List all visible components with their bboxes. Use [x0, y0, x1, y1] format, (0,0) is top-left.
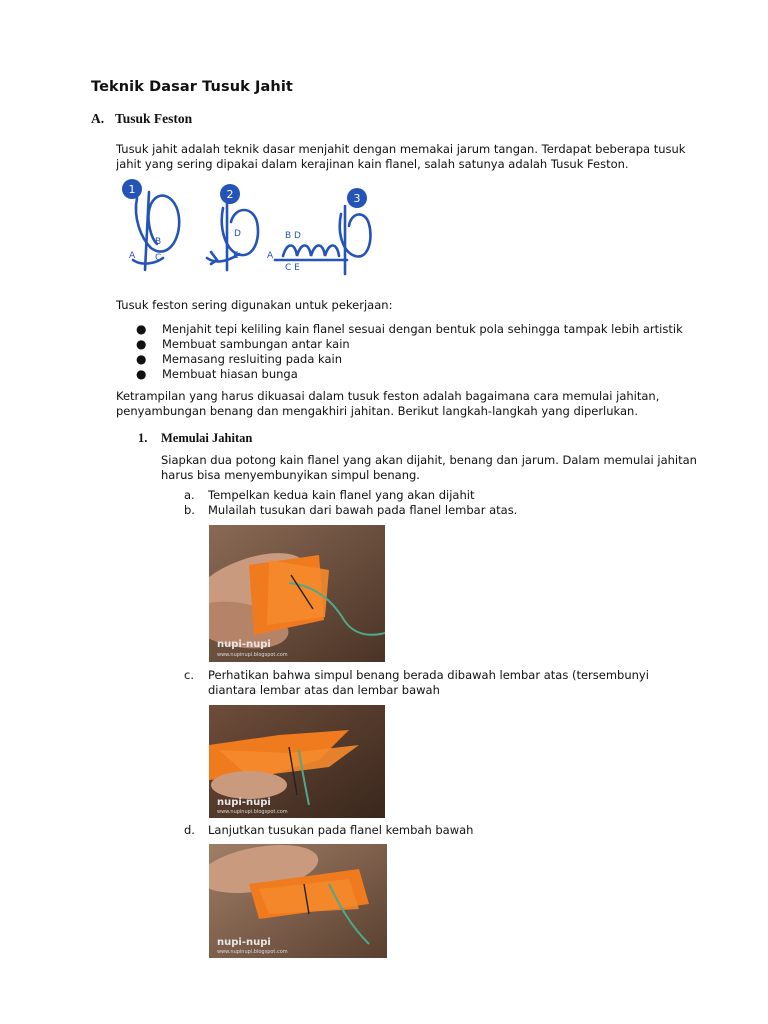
step-letter: a. [184, 488, 195, 502]
diagram-label-a3: A [267, 251, 274, 261]
diagram-label-d2: D [234, 229, 241, 239]
section-heading [91, 111, 192, 127]
step-item-c [184, 668, 649, 698]
subsection-heading [138, 431, 252, 446]
subsection-intro-line: Siapkan dua potong kain flanel yang akan dijahit, benang dan jarum. Dalam memulai jahitan [161, 453, 697, 467]
diagram-step-1 [122, 179, 142, 199]
intro-line: jahit yang sering dipakai dalam kerajinan kain flanel, salah satunya adalah Tusuk Feston. [116, 157, 629, 171]
photo-step-d [209, 844, 387, 958]
bullet-icon: ● [136, 322, 147, 336]
diagram-label-c1: C [155, 253, 162, 263]
section-number: A. [91, 111, 105, 126]
photo-watermark-url: www.nupinupi.blogspot.com [217, 949, 288, 955]
diagram-label-a1: A [129, 251, 136, 261]
skills-paragraph [116, 389, 659, 419]
photo-watermark-url: www.nupinupi.blogspot.com [217, 809, 288, 815]
step-text: Mulailah tusukan dari bawah pada flanel lembar atas. [208, 503, 518, 517]
subsection-number: 1. [138, 431, 148, 445]
step-number-1: 1 [128, 183, 136, 196]
intro-line: Tusuk jahit adalah teknik dasar menjahit dengan memakai jarum tangan. Terdapat beberapa tusuk [116, 142, 686, 156]
step-number-3: 3 [353, 192, 361, 205]
step-number-2: 2 [226, 188, 234, 201]
bullet-icon: ● [136, 352, 147, 366]
diagram-label-bd3: B D [285, 231, 301, 241]
photo-watermark: nupi-nupi [217, 639, 271, 650]
section-title: Tusuk Feston [115, 111, 193, 126]
diagram-label-e2: E [233, 251, 239, 261]
diagram-scallops-3 [283, 246, 339, 257]
step-item-d [184, 823, 474, 838]
step-letter: c. [184, 668, 194, 682]
step-text: Lanjutkan tusukan pada flanel kembah bawah [208, 823, 474, 837]
list-item: ● Membuat hiasan bunga [136, 367, 298, 381]
skills-line: penyambungan benang dan mengakhiri jahitan. Berikut langkah-langkah yang diperlukan. [116, 404, 638, 418]
photo-watermark: nupi-nupi [217, 937, 271, 948]
subsection-intro-line: harus bisa menyembunyikan simpul benang. [161, 468, 420, 482]
step-text: Tempelkan kedua kain flanel yang akan dijahit [208, 488, 475, 502]
page-title: Teknik Dasar Tusuk Jahit [91, 79, 293, 95]
bullet-icon: ● [136, 337, 147, 351]
subsection-title: Memulai Jahitan [161, 431, 253, 445]
diagram-label-b1: B [155, 237, 162, 247]
step-letter: b. [184, 503, 195, 517]
step-item-b [184, 503, 518, 518]
bullet-icon: ● [136, 367, 147, 381]
step-item-a [184, 488, 475, 503]
step-text: Perhatikan bahwa simpul benang berada dibawah lembar atas (tersembunyi [208, 668, 649, 682]
photo-watermark: nupi-nupi [217, 797, 271, 808]
step-text: diantara lembar atas dan lembar bawah [208, 683, 440, 697]
intro-paragraph [116, 142, 685, 172]
photo-step-c [209, 705, 385, 818]
diagram-step-3 [347, 188, 367, 208]
diagram-label-ce3: C E [285, 263, 300, 273]
list-item: ● Memasang resluiting pada kain [136, 352, 343, 366]
stitch-diagram [115, 178, 377, 278]
skills-line: Ketrampilan yang harus dikuasai dalam tusuk feston adalah bagaimana cara memulai jahitan, [116, 389, 660, 403]
diagram-step-2 [220, 184, 240, 204]
subsection-intro [161, 453, 697, 483]
list-item: ● Membuat sambungan antar kain [136, 337, 350, 351]
uses-intro: Tusuk feston sering digunakan untuk pekerjaan: [116, 298, 393, 312]
diagram-needle-1 [145, 192, 149, 270]
photo-step-b [209, 525, 385, 662]
step-letter: d. [184, 823, 195, 837]
list-item: ● Menjahit tepi keliling kain flanel sesuai dengan bentuk pola sehingga tampak lebih artistik [136, 322, 683, 336]
photo-watermark-url: www.nupinupi.blogspot.com [217, 652, 288, 658]
